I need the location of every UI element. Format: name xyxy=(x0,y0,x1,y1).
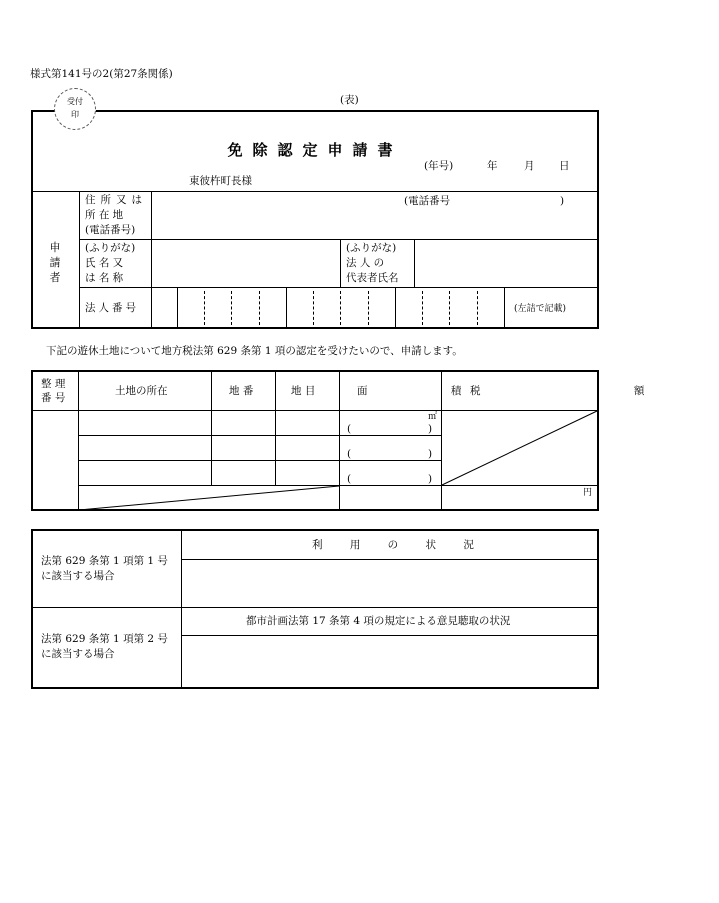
area-paren-open-2: ( xyxy=(347,448,352,460)
case1-label-1: 法第 629 条第 1 項第 1 号 xyxy=(41,555,168,567)
statement-text: 下記の遊休土地について地方税法第 629 条第 1 項の認定を受けたいので、申請します。 xyxy=(46,345,463,357)
area-paren-close-3: ) xyxy=(428,473,433,485)
furigana-label: (ふりがな) xyxy=(85,242,136,254)
form-number: 様式第141号の2(第27条関係) xyxy=(30,68,173,80)
seiri-label: 整 理 xyxy=(41,378,66,390)
addressee: 東彼杵町長様 xyxy=(189,175,252,187)
case1-label-2: に該当する場合 xyxy=(41,570,115,582)
side-label: (表) xyxy=(340,94,359,106)
usage-table xyxy=(31,529,599,689)
phone-close: ) xyxy=(560,195,565,207)
address-label-3: (電話番号) xyxy=(85,224,136,236)
date-day: 日 xyxy=(559,160,570,172)
name-label-3: は 名 称 xyxy=(85,272,124,284)
area-paren-close-1: ) xyxy=(428,423,433,435)
tax-header: 税 額 xyxy=(470,385,719,397)
date-era: (年号) xyxy=(424,160,454,172)
applicant-label: 申請者 xyxy=(49,241,61,284)
document-title: 免除認定申請書 xyxy=(227,141,403,159)
address-label-2: 所 在 地 xyxy=(85,209,124,221)
case2-label-1: 法第 629 条第 1 項第 2 号 xyxy=(41,633,168,645)
corp-number-label: 法人番号 xyxy=(85,302,139,314)
area-paren-open-3: ( xyxy=(347,473,352,485)
area-paren-close-2: ) xyxy=(428,448,433,460)
tax-diagonal-line xyxy=(442,411,597,485)
hearing-status-header: 都市計画法第 17 条第 4 項の規定による意見聴取の状況 xyxy=(246,615,511,627)
location-header: 土地の所在 xyxy=(115,385,168,397)
yen-unit: 円 xyxy=(583,488,593,498)
area-paren-open-1: ( xyxy=(347,423,352,435)
area-header: 面 積 xyxy=(357,385,502,397)
lot-header: 地 番 xyxy=(229,385,254,397)
case2-label-2: に該当する場合 xyxy=(41,648,115,660)
rep-label-2: 法 人 の xyxy=(346,257,385,269)
category-header: 地 目 xyxy=(291,385,316,397)
stamp-text-bottom: 印 xyxy=(71,110,79,119)
area-total-diagonal-line xyxy=(79,486,339,510)
phone-label: (電話番号 xyxy=(404,195,451,207)
date-year: 年 xyxy=(487,160,498,172)
usage-status-header: 利 用 の 状 況 xyxy=(312,539,486,551)
rep-label-3: 代表者氏名 xyxy=(346,272,399,284)
left-align-note: (左詰で記載) xyxy=(514,304,567,314)
name-label-2: 氏 名 又 xyxy=(85,257,124,269)
sqm-unit: ㎡ xyxy=(428,412,438,422)
date-month: 月 xyxy=(524,160,535,172)
stamp-text-top: 受付 xyxy=(67,97,83,106)
address-label-1: 住所又は xyxy=(85,194,147,206)
bangou-label: 番 号 xyxy=(41,392,66,404)
rep-furigana-label: (ふりがな) xyxy=(346,242,397,254)
